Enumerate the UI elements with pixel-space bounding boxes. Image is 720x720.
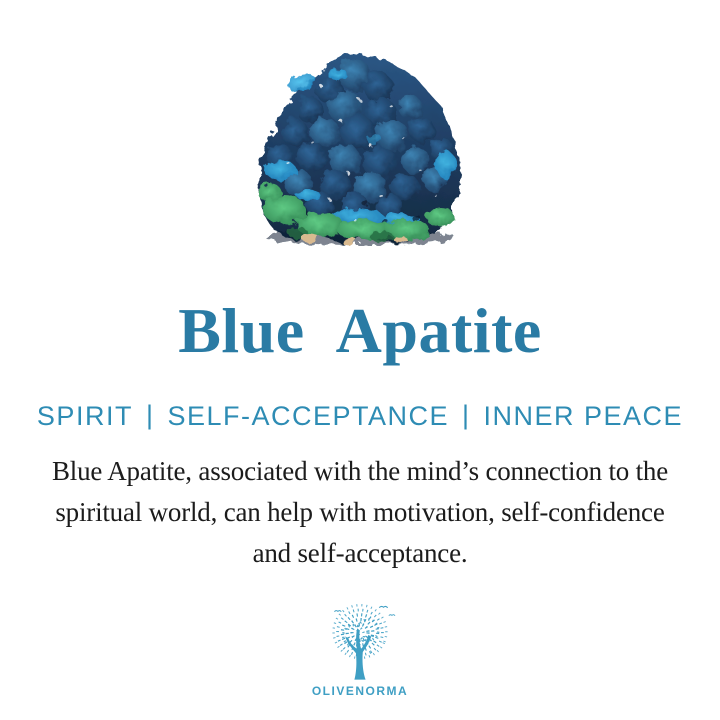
page-title: Blue Apatite xyxy=(178,295,542,366)
olive-tree-icon xyxy=(320,603,400,681)
blue-apatite-photo xyxy=(250,44,470,246)
description-line: Blue Apatite, associated with the mind’s connection to the xyxy=(51,456,669,486)
description xyxy=(0,451,720,574)
description-line: and self-acceptance. xyxy=(252,538,468,568)
mineral-illustration xyxy=(250,44,470,246)
brand-logo xyxy=(0,603,720,698)
description-line: spiritual world, can help with motivation, self-confidence xyxy=(55,497,665,527)
tagline-item-inner-peace: INNER PEACE xyxy=(483,401,684,431)
tagline-item-self-acceptance: SELF-ACCEPTANCE xyxy=(167,401,449,431)
tagline-separator: | xyxy=(462,400,471,430)
tagline xyxy=(0,402,720,432)
tagline-item-spirit: SPIRIT xyxy=(36,401,133,431)
brand-name: OLIVENORMA xyxy=(311,684,409,698)
tagline-separator: | xyxy=(145,400,155,430)
